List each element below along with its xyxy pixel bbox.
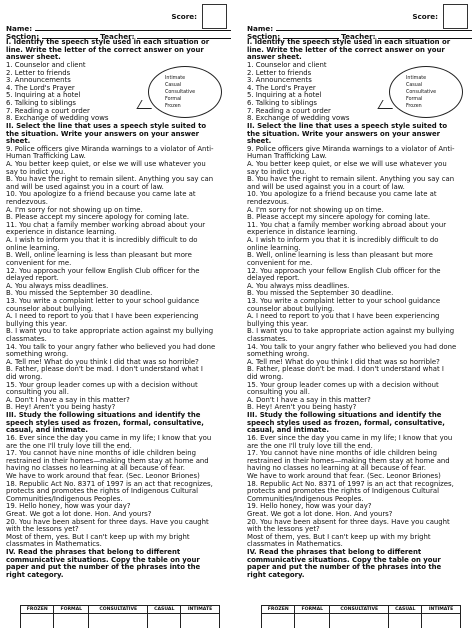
category-header: FORMAL <box>295 606 330 614</box>
category-cell <box>295 614 330 629</box>
text-line: consulting you all. <box>6 388 69 397</box>
speech-style-item: Formal <box>165 97 182 102</box>
text-line: rendezvous. <box>6 198 48 207</box>
text-line: 8. Exchange of wedding vows <box>247 114 350 123</box>
text-line: communicative situations. Copy the table on your <box>247 555 441 564</box>
text-line: IV. Read the phrases that belong to different <box>247 548 422 557</box>
text-line: Human Trafficking Law. <box>247 152 327 161</box>
speech-style-item: Consultative <box>165 90 196 95</box>
text-line: restrained in their homes—making them stay at home and <box>6 456 209 465</box>
text-line: 11. You chat a family member working abroad about your <box>247 220 447 229</box>
category-header: CONSULTATIVE <box>89 606 148 614</box>
text-line: B. You missed the September 30 deadline. <box>247 289 394 298</box>
text-line: with the lessons yet? <box>6 525 79 534</box>
category-header: FROZEN <box>262 606 295 614</box>
speech-style-item: Casual <box>165 83 182 88</box>
text-line: protects and promotes the rights of Indigenous Cultural <box>247 487 440 496</box>
text-line: are the one I'll truly love till the end. <box>247 441 373 450</box>
text-line: B. I want you to take appropriate action against my bullying <box>247 327 455 336</box>
text-line: bullying this year. <box>6 319 68 328</box>
category-header: FORMAL <box>54 606 89 614</box>
text-line: A. I'm sorry for not showing up on time. <box>6 205 143 214</box>
text-line: A. Tell me! What do you think I did that was so horrible? <box>6 357 199 366</box>
category-cell <box>148 614 181 629</box>
name-row <box>6 24 235 32</box>
text-line: line. Write the letter of the correct answer on your <box>6 45 204 54</box>
text-line: and will be used against you in a court of law. <box>247 182 405 191</box>
category-header: INTIMATE <box>422 606 461 614</box>
text-line: 2. Letter to friends <box>6 68 71 77</box>
text-line: B. You have the right to remain silent. Anything you say can <box>247 175 455 184</box>
teacher-line <box>378 32 472 39</box>
text-line: I. Identify the speech style used in each situation or <box>247 38 451 47</box>
category-cell <box>89 614 148 629</box>
category-cell <box>262 614 295 629</box>
text-line: experience in distance learning. <box>6 228 117 237</box>
speech-styles-bubble <box>148 66 222 118</box>
category-cell <box>422 614 461 629</box>
text-line: 13. You write a complaint letter to your school guidance <box>247 296 441 305</box>
category-cell <box>54 614 89 629</box>
text-line: consulting you all. <box>247 388 310 397</box>
speech-style-item: Frozen <box>406 104 422 109</box>
text-line: B. Well, online learning is less than pleasant but more <box>6 251 192 260</box>
text-line: IV. Read the phrases that belong to different <box>6 548 181 557</box>
worksheet-text <box>247 39 474 579</box>
text-line: classmates. <box>6 334 47 343</box>
text-line: sheet. <box>247 137 272 146</box>
text-line: 17. You cannot have nine months of idle children being <box>247 449 437 458</box>
text-line: bullying this year. <box>247 319 309 328</box>
text-line: B. You have the right to remain silent. Anything you say can <box>6 175 214 184</box>
text-line: 19. Hello honey, how was your day? <box>247 502 372 511</box>
text-line: answer sheet. <box>247 53 302 62</box>
text-line: 10. You apologize to a friend because you came late at <box>6 190 196 199</box>
text-line: Communities/Indigenous Peoples. <box>247 494 364 503</box>
text-line: casual, and intimate. <box>247 426 329 435</box>
text-line: right category. <box>247 570 305 579</box>
category-header: CASUAL <box>389 606 422 614</box>
worksheet-copy-left <box>6 4 235 628</box>
category-table-row <box>21 614 220 629</box>
text-line: 20. You have been absent for three days. Have you caught <box>247 517 450 526</box>
text-line: 9. Police officers give Miranda warnings to a violator of Anti- <box>247 144 455 153</box>
category-table <box>261 605 461 628</box>
text-line: 16. Ever since the day you came in my life; I know that you <box>247 433 453 442</box>
text-line: A. You better keep quiet, or else we will use whatever you <box>6 159 206 168</box>
category-cell <box>389 614 422 629</box>
text-line: We have to work around that fear. (Sec. Leonor Briones) <box>247 471 441 480</box>
score-row <box>247 4 474 24</box>
speech-style-item: Frozen <box>165 104 181 109</box>
speech-style-item: Consultative <box>406 90 437 95</box>
text-line: 15. Your group leader comes up with a decision without <box>247 380 439 389</box>
section-line <box>42 32 98 39</box>
speech-style-item: Intimate <box>165 76 186 81</box>
text-line: 18. Republic Act No. 8371 of 1997 is an act that recognizes, <box>247 479 454 488</box>
text-line: and will be used against you in a court of law. <box>6 182 164 191</box>
section-label: Section: <box>247 31 281 41</box>
teacher-label: Teacher: <box>341 31 376 41</box>
text-line: 7. Reading a court order <box>6 106 90 115</box>
text-line: We have to work around that fear. (Sec. Leonor Briones) <box>6 471 200 480</box>
speech-style-item: Casual <box>406 83 423 88</box>
text-line: something wrong. <box>247 350 310 359</box>
text-line: B. You missed the September 30 deadline. <box>6 289 153 298</box>
text-line: restrained in their homes—making them stay at home and <box>247 456 450 465</box>
text-line: classmates. <box>247 334 288 343</box>
text-line: 2. Letter to friends <box>247 68 312 77</box>
text-line: say to indict you. <box>247 167 307 176</box>
text-line: 19. Hello honey, how was your day? <box>6 502 131 511</box>
text-line: 14. You talk to your angry father who believed you had done <box>6 342 216 351</box>
text-line: 1. Counselor and client <box>6 61 86 70</box>
text-line: 20. You have been absent for three days. Have you caught <box>6 517 209 526</box>
score-row <box>6 4 235 24</box>
text-line: counselor about bullying. <box>6 304 94 313</box>
text-line: counselor about bullying. <box>247 304 335 313</box>
category-header: CONSULTATIVE <box>330 606 389 614</box>
text-line: with the lessons yet? <box>247 525 320 534</box>
category-cell <box>330 614 389 629</box>
category-table-row <box>262 614 461 629</box>
text-line: convenient for me. <box>6 258 72 267</box>
text-line: paper and put the number of the phrases into the <box>6 563 201 572</box>
text-line: line. Write the letter of the correct answer on your <box>247 45 445 54</box>
text-line: A. You better keep quiet, or else we will use whatever you <box>247 159 447 168</box>
text-line: 4. The Lord's Prayer <box>6 83 75 92</box>
text-line: experience in distance learning. <box>247 228 358 237</box>
text-line: B. Father, please don't be mad. I don't understand what I <box>6 365 203 374</box>
text-line: are the one I'll truly love till the end. <box>6 441 132 450</box>
text-line: B. Please accept my sincere apology for coming late. <box>6 213 190 222</box>
text-line: right category. <box>6 570 64 579</box>
text-line: Most of them, yes. But I can't keep up with my bright <box>6 532 190 541</box>
text-line: Most of them, yes. But I can't keep up with my bright <box>247 532 431 541</box>
text-line: something wrong. <box>6 350 69 359</box>
text-line: online learning. <box>247 243 301 252</box>
text-line: A. Don't I have a say in this matter? <box>6 395 130 404</box>
worksheet-copy-right <box>247 4 474 628</box>
category-table-header <box>262 606 461 614</box>
text-line: 18. Republic Act No. 8371 of 1997 is an act that recognizes, <box>6 479 213 488</box>
text-line: did wrong. <box>247 373 284 382</box>
text-line: 3. Announcements <box>6 76 71 85</box>
category-cell <box>21 614 54 629</box>
speech-styles-list <box>165 75 195 110</box>
text-line: I. Identify the speech style used in each situation or <box>6 38 210 47</box>
text-line: A. I wish to inform you that it is incredibly difficult to do <box>6 236 198 245</box>
text-line: 7. Reading a court order <box>247 106 331 115</box>
text-line: A. I need to report to you that I have been experiencing <box>247 312 440 321</box>
text-line: 13. You write a complaint letter to your school guidance <box>6 296 200 305</box>
text-line: B. Hey! Aren't you being hasty? <box>247 403 357 412</box>
name-label: Name: <box>247 24 274 33</box>
text-line: paper and put the number of the phrases into the <box>247 563 442 572</box>
text-line: classmates in Mathematics. <box>247 540 343 549</box>
text-line: Great. We got a lot done. Hon. And yours? <box>6 510 152 518</box>
text-line: B. Please accept my sincere apology for coming late. <box>247 213 431 222</box>
text-line: convenient for me. <box>247 258 313 267</box>
worksheet-text <box>6 39 235 579</box>
category-header: FROZEN <box>21 606 54 614</box>
text-line: 12. You approach your fellow English Club officer for the <box>247 266 441 275</box>
text-line: did wrong. <box>6 373 43 382</box>
category-table-header <box>21 606 220 614</box>
text-line: A. I need to report to you that I have been experiencing <box>6 312 199 321</box>
name-row <box>247 24 474 32</box>
section-line <box>283 32 339 39</box>
text-line: A. Don't I have a say in this matter? <box>247 395 371 404</box>
text-line: 10. You apologize to a friend because you came late at <box>247 190 437 199</box>
text-line: 5. Inquiring at a hotel <box>6 91 81 100</box>
text-line: B. I want you to take appropriate action against my bullying <box>6 327 214 336</box>
text-line: III. Study the following situations and identify the <box>247 411 442 420</box>
text-line: 5. Inquiring at a hotel <box>247 91 322 100</box>
text-line: 14. You talk to your angry father who believed you had done <box>247 342 457 351</box>
text-line: A. Tell me! What do you think I did that was so horrible? <box>247 357 440 366</box>
text-line: having no classes no learning at all because of fear. <box>247 464 426 473</box>
text-line: A. You always miss deadlines. <box>247 281 350 290</box>
teacher-label: Teacher: <box>100 31 135 41</box>
text-line: Great. We got a lot done. Hon. And yours? <box>247 510 393 518</box>
text-line: 4. The Lord's Prayer <box>247 83 316 92</box>
text-line: rendezvous. <box>247 198 289 207</box>
section-row <box>247 32 474 40</box>
name-label: Name: <box>6 24 33 33</box>
text-line: 3. Announcements <box>247 76 312 85</box>
speech-styles-list <box>406 75 436 110</box>
text-line: protects and promotes the rights of Indigenous Cultural <box>6 487 199 496</box>
text-line: 9. Police officers give Miranda warnings to a violator of Anti- <box>6 144 214 153</box>
text-line: having no classes no learning at all because of fear. <box>6 464 185 473</box>
text-line: 6. Talking to siblings <box>6 99 76 108</box>
score-label: Score: <box>171 12 197 21</box>
text-line: casual, and intimate. <box>6 426 88 435</box>
text-line: 15. Your group leader comes up with a decision without <box>6 380 198 389</box>
text-line: A. You always miss deadlines. <box>6 281 109 290</box>
text-line: 11. You chat a family member working abroad about your <box>6 220 206 229</box>
text-line: answer sheet. <box>6 53 61 62</box>
text-line: A. I wish to inform you that it is incredibly difficult to do <box>247 236 439 245</box>
category-header: CASUAL <box>148 606 181 614</box>
text-line: Human Trafficking Law. <box>6 152 86 161</box>
text-line: online learning. <box>6 243 60 252</box>
speech-style-item: Intimate <box>406 76 427 81</box>
text-line: B. Hey! Aren't you being hasty? <box>6 403 116 412</box>
text-line: II. Select the line that uses a speech style suited to <box>247 121 448 130</box>
category-header: INTIMATE <box>181 606 220 614</box>
text-line: III. Study the following situations and identify the <box>6 411 201 420</box>
text-line: II. Select the line that uses a speech style suited to <box>6 121 207 130</box>
section-label: Section: <box>6 31 40 41</box>
section-row <box>6 32 235 40</box>
text-line: speech styles used as frozen, formal, consultative, <box>6 418 204 427</box>
text-line: B. Father, please don't be mad. I don't understand what I <box>247 365 444 374</box>
text-line: B. Well, online learning is less than pleasant but more <box>247 251 433 260</box>
category-cell <box>181 614 220 629</box>
text-line: 17. You cannot have nine months of idle children being <box>6 449 196 458</box>
text-line: delayed report. <box>6 274 59 283</box>
text-line: Communities/Indigenous Peoples. <box>6 494 123 503</box>
text-line: 12. You approach your fellow English Club officer for the <box>6 266 200 275</box>
text-line: 16. Ever since the day you came in my life; I know that you <box>6 433 212 442</box>
text-line: delayed report. <box>247 274 300 283</box>
text-line: 1. Counselor and client <box>247 61 327 70</box>
name-line <box>276 24 472 31</box>
name-line <box>35 24 231 31</box>
speech-styles-bubble <box>389 66 463 118</box>
text-line: 6. Talking to siblings <box>247 99 317 108</box>
text-line: A. I'm sorry for not showing up on time. <box>247 205 384 214</box>
text-line: the situation. Write your answers on your answer <box>247 129 441 138</box>
text-line: the situation. Write your answers on your answer <box>6 129 200 138</box>
text-line: speech styles used as frozen, formal, consultative, <box>247 418 445 427</box>
score-label: Score: <box>412 12 438 21</box>
teacher-line <box>137 32 231 39</box>
text-line: classmates in Mathematics. <box>6 540 102 549</box>
text-line: communicative situations. Copy the table on your <box>6 555 200 564</box>
speech-style-item: Formal <box>406 97 423 102</box>
text-line: sheet. <box>6 137 31 146</box>
category-table <box>20 605 220 628</box>
text-line: say to indict you. <box>6 167 66 176</box>
text-line: 8. Exchange of wedding vows <box>6 114 109 123</box>
